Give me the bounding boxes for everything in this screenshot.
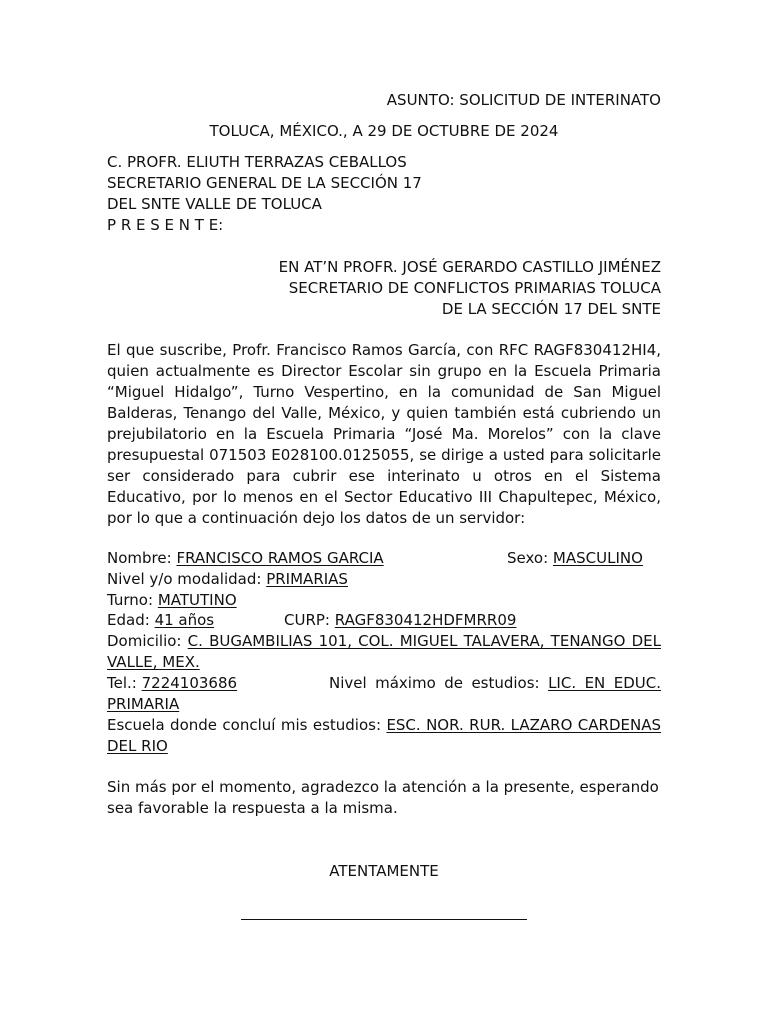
attention-block [107, 257, 661, 320]
field-domicilio [107, 631, 661, 673]
turno-value: MATUTINO [157, 591, 237, 609]
field-estudios-cont [107, 694, 661, 715]
tel-label: Tel.: [107, 674, 137, 692]
nivel-label: Nivel y/o modalidad: [107, 570, 262, 588]
domicilio-value: C. BUGAMBILIAS 101, COL. MIGUEL TALAVERA, TENANGO DEL VALLE, MEX. [107, 632, 661, 671]
escuela-value: ESC. NOR. RUR. LAZARO CARDENAS DEL RIO [107, 716, 661, 755]
nombre-label: Nombre: [107, 549, 172, 567]
recipient-presente: P R E S E N T E: [107, 216, 224, 234]
turno-label: Turno: [107, 591, 154, 609]
curp-value: RAGF830412HDFMRR09 [334, 611, 517, 629]
field-nivel [107, 569, 661, 590]
farewell: ATENTAMENTE [329, 862, 439, 880]
recipient-name: C. PROFR. ELIUTH TERRAZAS CEBALLOS [107, 153, 407, 171]
recipient-organization: DEL SNTE VALLE DE TOLUCA [107, 195, 322, 213]
domicilio-label: Domicilio: [107, 632, 182, 650]
attention-section: DE LA SECCIÓN 17 DEL SNTE [441, 300, 661, 318]
escuela-label: Escuela donde concluí mis estudios: [107, 716, 382, 734]
body-paragraph: El que suscribe, Profr. Francisco Ramos García, con RFC RAGF830412HI4, quien actualmente es Director Escolar sin grupo en la Escuela Primaria “Miguel Hidalgo”, Turno Vespertino, en la comunidad de San Miguel Balderas, Tenango del Valle, México, y quien también está cubriendo un prejubilatorio en la Escuela Primaria “José Ma. Morelos” con la clave presupuestal 071503 E028100.0125055, se dirige a usted para solicitarle ser considerado para cubrir ese interinato u otros en el Sistema Educativo, por lo menos en el Sector Educativo III Chapultepec, México, por lo que a continuación dejo los datos de un servidor: [107, 341, 661, 527]
signature-line [241, 919, 527, 920]
nombre-value: FRANCISCO RAMOS GARCIA [176, 549, 384, 567]
field-curp [284, 610, 516, 631]
field-estudios [329, 673, 661, 694]
field-turno [107, 590, 661, 611]
nivel-value: PRIMARIAS [266, 570, 348, 588]
estudios-value-line2: PRIMARIA [107, 695, 180, 713]
field-sexo [507, 548, 643, 569]
estudios-label: Nivel máximo de estudios: [329, 674, 540, 692]
sexo-value: MASCULINO [552, 549, 643, 567]
sexo-label: Sexo: [507, 549, 549, 567]
tel-value: 7224103686 [141, 674, 238, 692]
recipient-block [107, 152, 661, 236]
attention-name: EN AT’N PROFR. JOSÉ GERARDO CASTILLO JIMÉNEZ [278, 258, 661, 276]
attention-title: SECRETARIO DE CONFLICTOS PRIMARIAS TOLUCA [288, 279, 661, 297]
field-escuela [107, 715, 661, 757]
subject-line: ASUNTO: SOLICITUD DE INTERINATO [386, 91, 661, 109]
place-date: TOLUCA, MÉXICO., A 29 DE OCTUBRE DE 2024 [209, 122, 559, 140]
curp-label: CURP: [284, 611, 330, 629]
recipient-title: SECRETARIO GENERAL DE LA SECCIÓN 17 [107, 174, 422, 192]
edad-label: Edad: [107, 611, 150, 629]
closing-paragraph: Sin más por el momento, agradezco la atención a la presente, esperando sea favorable la respuesta a la misma. [107, 778, 659, 817]
edad-value: 41 años [154, 611, 215, 629]
estudios-value-line1: LIC. EN EDUC. [548, 674, 661, 692]
